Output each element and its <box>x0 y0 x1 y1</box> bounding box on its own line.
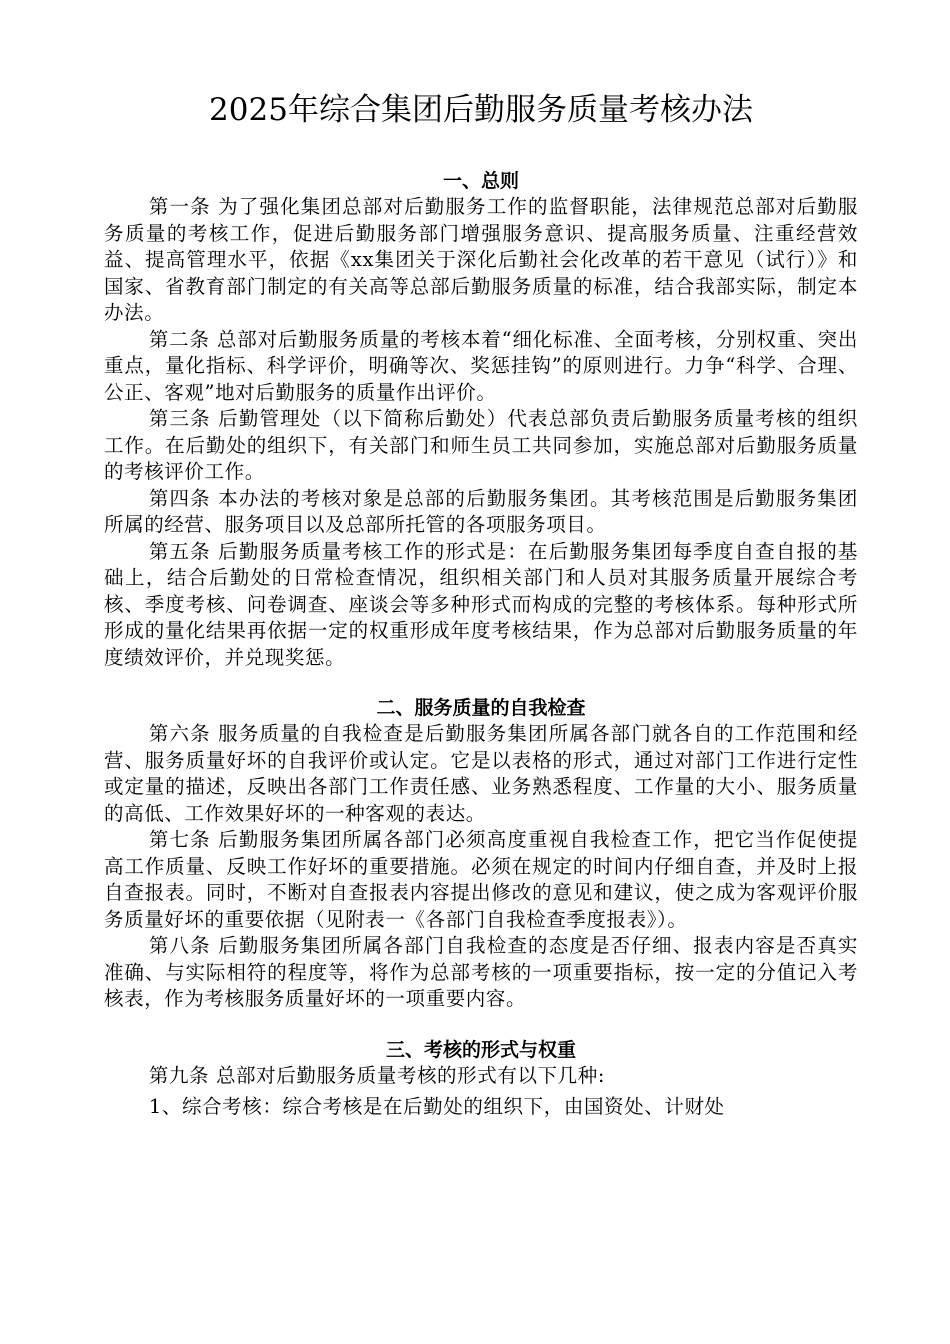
article-5: 第五条 后勤服务质量考核工作的形式是：在后勤服务集团每季度自查自报的基础上，结合后勤处的日常检查情况，组织相关部门和人员对其服务质量开展综合考核、季度考核、问卷调查、座谈会等多种形式而构成的完整的考核体系。每种形式所形成的量化结果再依据一定的权重形成年度考核结果，作为总部对后勤服务质量的年度绩效评价，并兑现奖惩。 <box>104 539 858 669</box>
article-3: 第三条 后勤管理处（以下简称后勤处）代表总部负责后勤服务质量考核的组织工作。在后勤处的组织下，有关部门和师生员工共同参加，实施总部对后勤服务质量的考核评价工作。 <box>104 407 858 483</box>
article-9: 第九条 总部对后勤服务质量考核的形式有以下几种: <box>148 1063 606 1087</box>
section-heading-self-check: 二、服务质量的自我检查 <box>376 697 586 719</box>
article-4: 第四条 本办法的考核对象是总部的后勤服务集团。其考核范围是后勤服务集团所属的经营、服务项目以及总部所托管的各项服务项目。 <box>104 486 858 536</box>
article-7: 第七条 后勤服务集团所属各部门必须高度重视自我检查工作，把它当作促使提高工作质量、反映工作好坏的重要措施。必须在规定的时间内仔细自查，并及时上报自查报表。同时，不断对自查报表内容提出修改的意见和建议，使之成为客观评价服务质量好坏的重要依据（见附表一《各部门自我检查季度报表》）。 <box>104 828 858 931</box>
article-8: 第八条 后勤服务集团所属各部门自我检查的态度是否仔细、报表内容是否真实准确、与实际相符的程度等，将作为总部考核的一项重要指标，按一定的分值记入考核表，作为考核服务质量好坏的一项重要内容。 <box>104 934 858 1010</box>
article-2: 第二条 总部对后勤服务质量的考核本着“细化标准、全面考核，分别权重、突出重点，量化指标、科学评价，明确等次、奖惩挂钩”的原则进行。力争“科学、合理、公正、客观”地对后勤服务的质量作出评价。 <box>104 327 858 404</box>
section-heading-general: 一、总则 <box>442 170 519 192</box>
article-1: 第一条 为了强化集团总部对后勤服务工作的监督职能，法律规范总部对后勤服务质量的考核工作，促进后勤服务部门增强服务意识、提高服务质量、注重经营效益、提高管理水平，依据《xx集团关于深化后勤社会化改革的若干意见（试行）》和国家、省教育部门制定的有关高等总部后勤服务质量的标准，结合我部实际，制定本办法。 <box>104 195 858 324</box>
section-heading-forms-weights: 三、考核的形式与权重 <box>385 1038 576 1061</box>
document-title: 2025年综合集团后勤服务质量考核办法 <box>209 92 753 128</box>
article-6: 第六条 服务质量的自我检查是后勤服务集团所属各部门就各自的工作范围和经营、服务质量好坏的自我评价或认定。它是以表格的形式，通过对部门工作进行定性或定量的描述，反映出各部门工作责任感、业务熟悉程度、工作量的大小、服务质量的高低、工作效果好坏的一种客观的表达。 <box>104 722 858 825</box>
item-1-comprehensive: 1、综合考核：综合考核是在后勤处的组织下，由国资处、计财处 <box>148 1095 725 1118</box>
